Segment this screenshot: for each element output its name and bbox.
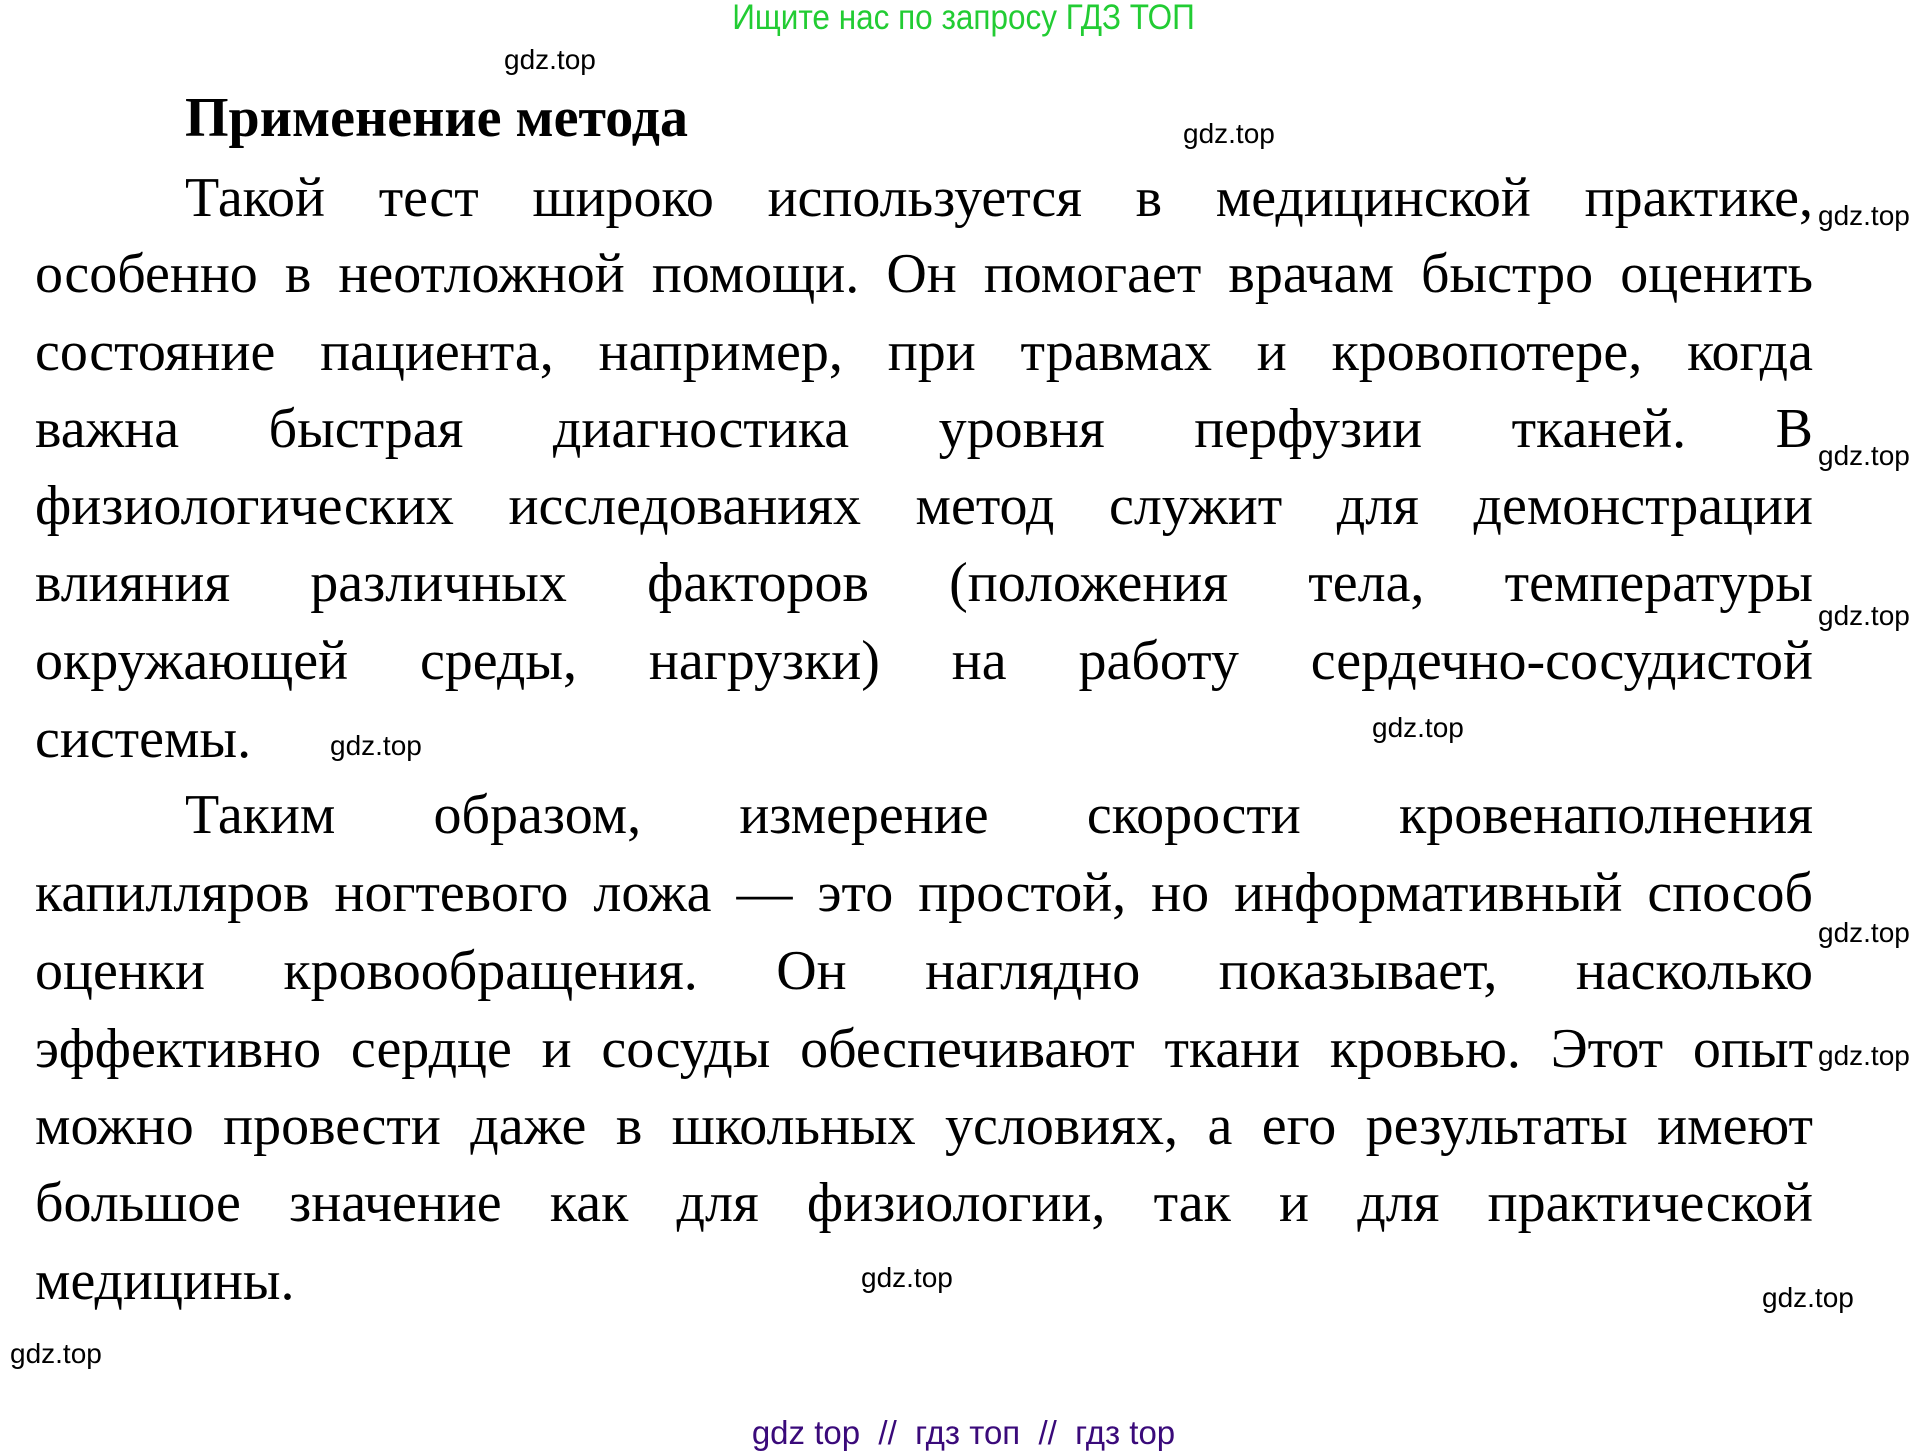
text-line: физиологических исследованиях метод служит для демонстрации xyxy=(35,475,1813,537)
watermark: gdz.top xyxy=(1183,118,1275,149)
watermark: gdz.top xyxy=(330,730,422,761)
watermark: gdz.top xyxy=(1818,200,1910,231)
text-line: особенно в неотложной помощи. Он помогает врачам быстро оценить xyxy=(35,243,1813,305)
text-line: влияния различных факторов (положения тела, температуры xyxy=(35,552,1813,614)
text-line: большое значение как для физиологии, так и для практической xyxy=(35,1172,1813,1234)
text-line: оценки кровообращения. Он наглядно показывает, насколько xyxy=(35,940,1813,1002)
watermark: gdz.top xyxy=(1372,712,1464,743)
text-line: состояние пациента, например, при травмах и кровопотере, когда xyxy=(35,321,1813,383)
watermark: gdz.top xyxy=(1818,1040,1910,1071)
section-title: Применение метода xyxy=(185,87,688,149)
text-line: медицины. xyxy=(35,1250,295,1312)
watermark: gdz.top xyxy=(504,44,596,75)
text-line: важна быстрая диагностика уровня перфузии тканей. В xyxy=(35,398,1813,460)
top-banner: Ищите нас по запросу ГДЗ ТОП xyxy=(732,0,1195,37)
text-line: можно провести даже в школьных условиях, а его результаты имеют xyxy=(35,1095,1813,1157)
watermark: gdz.top xyxy=(1818,917,1910,948)
text-line: Таким образом, измерение скорости кровенаполнения xyxy=(185,784,1813,846)
watermark: gdz.top xyxy=(861,1262,953,1293)
watermark: gdz.top xyxy=(1762,1282,1854,1313)
text-line: капилляров ногтевого ложа — это простой, но информативный способ xyxy=(35,862,1813,924)
watermark: gdz.top xyxy=(1818,440,1910,471)
text-line: эффективно сердце и сосуды обеспечивают ткани кровью. Этот опыт xyxy=(35,1018,1813,1080)
watermark: gdz.top xyxy=(10,1338,102,1369)
text-line: окружающей среды, нагрузки) на работу сердечно-сосудистой xyxy=(35,630,1813,692)
text-line: системы. xyxy=(35,708,252,770)
watermark: gdz.top xyxy=(1818,600,1910,631)
bottom-banner: gdz top // гдз топ // гдз top xyxy=(751,1414,1176,1451)
text-line: Такой тест широко используется в медицинской практике, xyxy=(185,167,1813,229)
